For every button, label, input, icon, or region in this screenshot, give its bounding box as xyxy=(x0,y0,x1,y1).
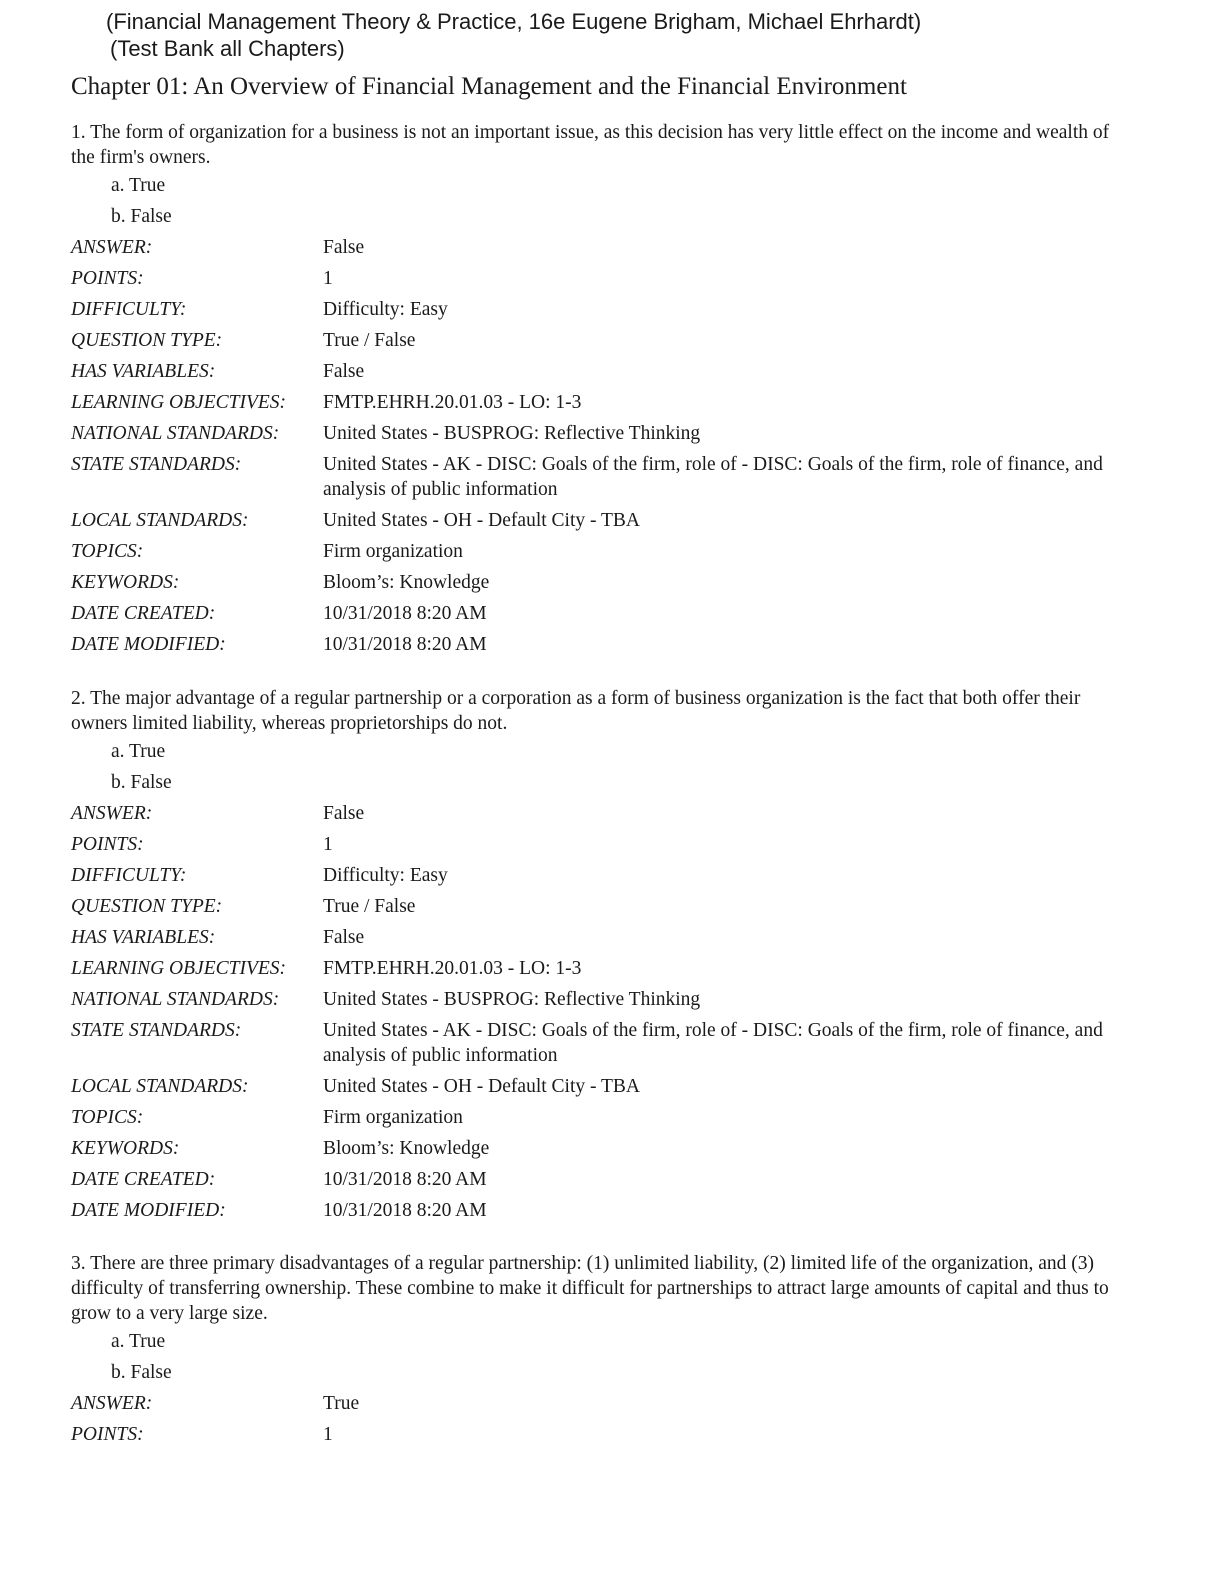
option-b: b. False xyxy=(111,1362,172,1383)
meta-label: KEYWORDS: xyxy=(71,572,180,593)
meta-value: Difficulty: Easy xyxy=(323,299,448,320)
meta-difficulty xyxy=(71,860,1131,891)
option-a: a. True xyxy=(111,741,166,762)
header-title: (Financial Management Theory & Practice, 16e Eugene Brigham, Michael Ehrhardt) xyxy=(106,9,922,34)
meta-state-standards xyxy=(71,449,1131,505)
meta-label: DIFFICULTY: xyxy=(71,865,187,886)
meta-value: False xyxy=(323,803,365,824)
meta-date-modified xyxy=(71,629,1131,660)
meta-question-type xyxy=(71,891,1131,922)
meta-label: LEARNING OBJECTIVES: xyxy=(71,958,287,979)
meta-value: 1 xyxy=(323,268,333,289)
meta-label: STATE STANDARDS: xyxy=(71,454,242,475)
meta-value: True / False xyxy=(323,330,416,351)
meta-label: TOPICS: xyxy=(71,541,144,562)
meta-date-modified xyxy=(71,1195,1131,1226)
meta-keywords xyxy=(71,1133,1131,1164)
meta-points xyxy=(71,829,1131,860)
document-header xyxy=(106,8,921,62)
meta-learning-objectives xyxy=(71,953,1131,984)
meta-value: True xyxy=(323,1393,360,1414)
chapter-title: Chapter 01: An Overview of Financial Management and the Financial Environment xyxy=(71,73,907,100)
meta-label: QUESTION TYPE: xyxy=(71,896,223,917)
meta-value: 10/31/2018 8:20 AM xyxy=(323,1200,487,1221)
meta-value: 10/31/2018 8:20 AM xyxy=(323,603,487,624)
meta-value: 1 xyxy=(323,834,333,855)
meta-label: NATIONAL STANDARDS: xyxy=(71,423,280,444)
option-b: b. False xyxy=(111,772,172,793)
meta-label: LOCAL STANDARDS: xyxy=(71,510,249,531)
meta-has-variables xyxy=(71,356,1131,387)
meta-value: 10/31/2018 8:20 AM xyxy=(323,1169,487,1190)
meta-label: POINTS: xyxy=(71,834,144,855)
meta-answer xyxy=(71,1388,1131,1419)
meta-value: United States - BUSPROG: Reflective Thinking xyxy=(323,989,701,1010)
meta-value: FMTP.EHRH.20.01.03 - LO: 1-3 xyxy=(323,958,582,979)
meta-topics xyxy=(71,1102,1131,1133)
meta-value: Firm organization xyxy=(323,541,463,562)
meta-points xyxy=(71,263,1131,294)
question-2 xyxy=(71,686,1131,1226)
header-subtitle: (Test Bank all Chapters) xyxy=(110,36,345,61)
meta-label: DATE MODIFIED: xyxy=(71,1200,226,1221)
meta-date-created xyxy=(71,1164,1131,1195)
meta-national-standards xyxy=(71,418,1131,449)
meta-value: United States - OH - Default City - TBA xyxy=(323,1076,641,1097)
meta-label: POINTS: xyxy=(71,268,144,289)
question-1 xyxy=(71,120,1131,660)
meta-label: ANSWER: xyxy=(71,803,153,824)
meta-answer xyxy=(71,232,1131,263)
meta-value: Bloom’s: Knowledge xyxy=(323,1138,490,1159)
meta-value: FMTP.EHRH.20.01.03 - LO: 1-3 xyxy=(323,392,582,413)
meta-label: POINTS: xyxy=(71,1424,144,1445)
meta-value: False xyxy=(323,361,365,382)
meta-date-created xyxy=(71,598,1131,629)
meta-value: Difficulty: Easy xyxy=(323,865,448,886)
meta-label: DATE CREATED: xyxy=(71,1169,216,1190)
meta-value: 1 xyxy=(323,1424,333,1445)
question-3 xyxy=(71,1251,1131,1450)
meta-value: False xyxy=(323,237,365,258)
meta-label: LOCAL STANDARDS: xyxy=(71,1076,249,1097)
meta-learning-objectives xyxy=(71,387,1131,418)
option-b: b. False xyxy=(111,206,172,227)
meta-value: Firm organization xyxy=(323,1107,463,1128)
meta-points xyxy=(71,1419,1131,1450)
meta-value: United States - BUSPROG: Reflective Thinking xyxy=(323,423,701,444)
option-a: a. True xyxy=(111,1331,166,1352)
meta-national-standards xyxy=(71,984,1131,1015)
meta-label: KEYWORDS: xyxy=(71,1138,180,1159)
meta-label: LEARNING OBJECTIVES: xyxy=(71,392,287,413)
meta-value: True / False xyxy=(323,896,416,917)
meta-local-standards xyxy=(71,505,1131,536)
meta-label: HAS VARIABLES: xyxy=(71,361,216,382)
meta-value: False xyxy=(323,927,365,948)
question-text: 3. There are three primary disadvantages of a regular partnership: (1) unlimited liability, (2) limited life of the organization, and (3) difficulty of transferring ownership. These combine to make it difficult for partnerships to attract large amounts of capital and thus to grow to a very large size. xyxy=(71,1253,1109,1324)
meta-keywords xyxy=(71,567,1131,598)
meta-local-standards xyxy=(71,1071,1131,1102)
meta-label: ANSWER: xyxy=(71,1393,153,1414)
meta-state-standards xyxy=(71,1015,1131,1071)
meta-value: United States - AK - DISC: Goals of the firm, role of - DISC: Goals of the firm, role of finance, and analysis of public information xyxy=(323,454,1103,500)
meta-value: 10/31/2018 8:20 AM xyxy=(323,634,487,655)
meta-label: DIFFICULTY: xyxy=(71,299,187,320)
meta-label: DATE CREATED: xyxy=(71,603,216,624)
meta-label: TOPICS: xyxy=(71,1107,144,1128)
meta-label: QUESTION TYPE: xyxy=(71,330,223,351)
meta-answer xyxy=(71,798,1131,829)
meta-value: United States - OH - Default City - TBA xyxy=(323,510,641,531)
meta-difficulty xyxy=(71,294,1131,325)
meta-label: NATIONAL STANDARDS: xyxy=(71,989,280,1010)
meta-label: DATE MODIFIED: xyxy=(71,634,226,655)
question-text: 2. The major advantage of a regular partnership or a corporation as a form of business organization is the fact that both offer their owners limited liability, whereas proprietorships do not. xyxy=(71,688,1081,734)
meta-value: Bloom’s: Knowledge xyxy=(323,572,490,593)
meta-value: United States - AK - DISC: Goals of the firm, role of - DISC: Goals of the firm, role of finance, and analysis of public information xyxy=(323,1020,1103,1066)
meta-has-variables xyxy=(71,922,1131,953)
question-text: 1. The form of organization for a business is not an important issue, as this decision has very little effect on the income and wealth of the firm's owners. xyxy=(71,122,1110,168)
meta-question-type xyxy=(71,325,1131,356)
option-a: a. True xyxy=(111,175,166,196)
meta-label: ANSWER: xyxy=(71,237,153,258)
meta-topics xyxy=(71,536,1131,567)
meta-label: STATE STANDARDS: xyxy=(71,1020,242,1041)
meta-label: HAS VARIABLES: xyxy=(71,927,216,948)
